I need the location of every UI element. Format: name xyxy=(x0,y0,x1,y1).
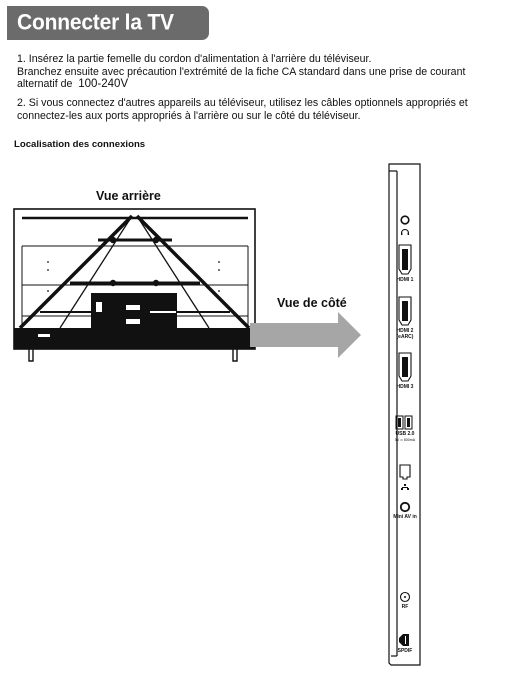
usb-label xyxy=(385,432,425,443)
step1-line1: 1. Insérez la partie femelle du cordon d'alimentation à l'arrière du téléviseur. xyxy=(17,53,372,65)
section-title: Localisation des connexions xyxy=(14,139,146,150)
side-view-label: Vue de côté xyxy=(277,296,347,310)
hdmi2-label-line1: HDMI 2 xyxy=(396,328,414,334)
usb-label-line1: USB 2.0 xyxy=(395,431,415,437)
mini-av-label: Mini AV in xyxy=(393,514,417,520)
step1-line3: alternatif de xyxy=(17,78,73,90)
hdmi3-label: HDMI 3 xyxy=(396,384,414,390)
hdmi2-label-line2: (eARC) xyxy=(396,333,414,340)
rf-label: RF xyxy=(401,604,409,610)
hdmi2-label xyxy=(385,329,425,340)
step2-line1: 2. Si vous connectez d'autres appareils au téléviseur, utilisez les câbles optionnels appropriés et xyxy=(17,97,468,109)
spdif-label: SPDIF xyxy=(397,648,413,654)
usb-label-line2: 5V ═ 500mA xyxy=(394,437,416,442)
hdmi1-label: HDMI 1 xyxy=(396,277,414,283)
back-view-label: Vue arrière xyxy=(96,189,161,203)
step1-line2: Branchez ensuite avec précaution l'extrémité de la fiche CA standard dans une prise de courant xyxy=(17,65,466,78)
step2-line2: connectez-les aux ports appropriés à l'arrière ou sur le côté du téléviseur. xyxy=(17,109,361,122)
page-title: Connecter la TV xyxy=(17,10,174,35)
voltage-value: 100-240V xyxy=(78,78,129,90)
